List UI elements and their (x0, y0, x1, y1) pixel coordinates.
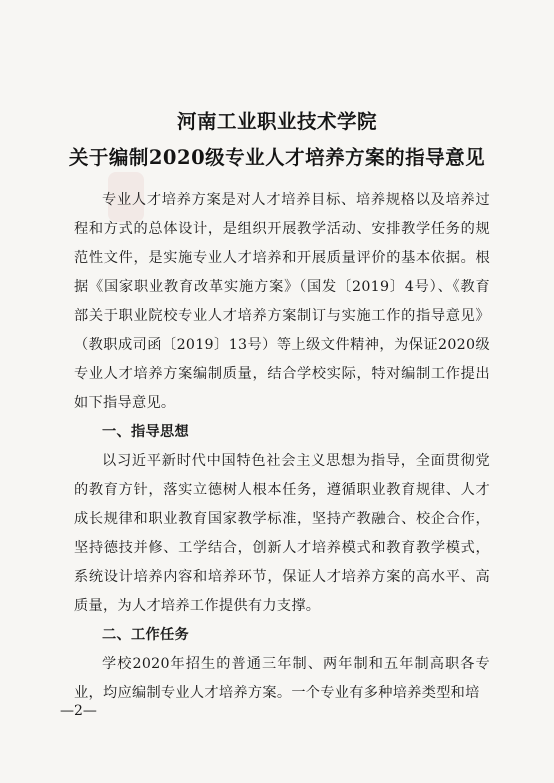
title-line-subject: 关于编制2020级专业人才培养方案的指导意见 (68, 146, 486, 169)
section-heading-guiding-ideology: 一、指导思想 (102, 424, 189, 440)
document-body (74, 186, 490, 708)
page-number: —2— (60, 703, 97, 719)
title-line-institution: 河南工业职业技术学院 (176, 110, 377, 133)
document-title (0, 104, 554, 176)
section-paragraph-guiding-ideology: 以习近平新时代中国特色社会主义思想为指导，全面贯彻党的教育方针，落实立德树人根本任务，遵循职业教育规律、人才成长规律和职业教育国家教学标准，坚持产教融合、校企合作，坚持德技并修、工学结合，创新人才培养模式和教育教学模式，系统设计培养内容和培养环节，保证人才培养方案的高水平、高质量，为人才培养工作提供有力支撑。 (74, 453, 490, 614)
section-paragraph-work-tasks: 学校2020年招生的普通三年制、两年制和五年制高职各专业，均应编制专业人才培养方案。一个专业有多种培养类型和培 (74, 656, 490, 701)
intro-paragraph: 专业人才培养方案是对人才培养目标、培养规格以及培养过程和方式的总体设计，是组织开展教学活动、安排教学任务的规范性文件，是实施专业人才培养和开展质量评价的基本依据。根据《国家职业教育改革实施方案》（国发〔2019〕4号）、《教育部关于职业院校专业人才培养方案制订与实施工作的指导意见》（教职成司函〔2019〕13号）等上级文件精神，为保证2020级专业人才培养方案编制质量，结合学校实际，特对编制工作提出如下指导意见。 (74, 192, 490, 411)
section-heading-work-tasks: 二、工作任务 (102, 627, 189, 643)
